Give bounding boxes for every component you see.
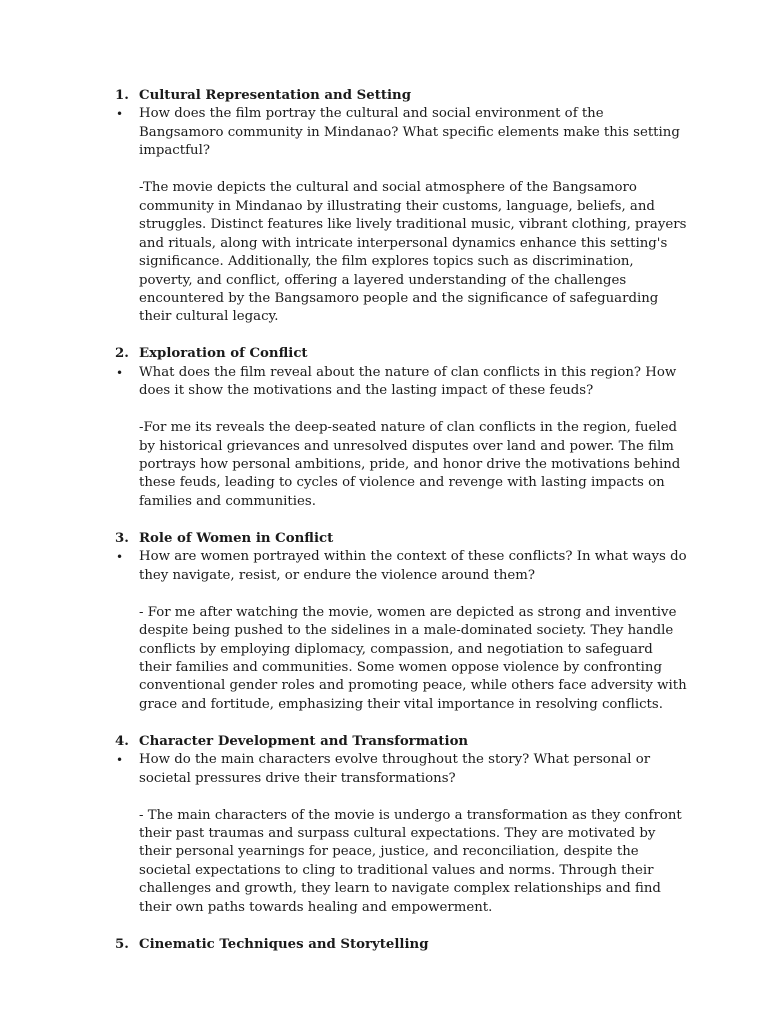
section-number: 5. [115,936,129,952]
section-title: Role of Women in Conflict [139,530,334,546]
bullet-icon: • [116,107,124,122]
section-heading [112,530,687,548]
section-heading [112,345,687,363]
section-4 [112,733,687,918]
question-text: What does the film reveal about the nature of clan conflicts in this region? How does it show the motivations and the lasting impact of these feuds? [139,364,677,399]
question-text: How are women portrayed within the context of these conflicts? In what ways do they navigate, resist, or endure the violence around them? [139,549,687,583]
question-text: How does the film portray the cultural and social environment of the Bangsamoro community in Mindanao? What specific elements make this setting impactful? [139,106,680,159]
section-heading [112,733,687,751]
question-item [112,548,687,585]
section-3 [112,530,687,715]
section-title: Cinematic Techniques and Storytelling [139,936,429,952]
section-title: Character Development and Transformation [139,733,469,749]
answer-paragraph: - The main characters of the movie is undergo a transformation as they confront their past traumas and surpass cultural expectations. They are motivated by their personal yearnings for peace, justice, and reconciliation, despite the societal expectations to cling to traditional values and norms. Through their challenges and growth, they learn to navigate complex relationships and find their own paths towards healing and empowerment. [139,807,682,915]
question-text: How do the main characters evolve throughout the story? What personal or societal pressures drive their transformations? [139,752,651,786]
section-heading [112,936,687,954]
section-1 [112,87,687,327]
section-title: Cultural Representation and Setting [139,88,411,103]
section-title: Exploration of Conflict [139,346,308,362]
section-number: 2. [115,346,129,362]
answer-paragraph: -The movie depicts the cultural and social atmosphere of the Bangsamoro community in Mindanao by illustrating their customs, language, beliefs, and struggles. Distinct features like lively traditional music, vibrant clothing, prayers and rituals, along with intricate interpersonal dynamics enhance this setting's significance. Additionally, the film explores topics such as discrimination, poverty, and conflict, offering a layered understanding of the challenges encountered by the Bangsamoro people and the significance of safeguarding their cultural legacy. [139,180,687,325]
section-2 [112,345,687,511]
section-number: 1. [115,88,129,103]
document-body [112,87,687,973]
section-5 [112,936,687,954]
section-heading [112,87,687,105]
bullet-icon: • [116,550,124,565]
question-item [112,105,687,160]
bullet-icon: • [116,753,124,768]
section-number: 4. [115,733,129,749]
section-number: 3. [115,530,129,546]
bullet-icon: • [116,365,124,380]
answer-paragraph: -For me its reveals the deep-seated nature of clan conflicts in the region, fueled by historical grievances and unresolved disputes over land and power. The film portrays how personal ambitions, pride, and honor drive the motivations behind these feuds, leading to cycles of violence and revenge with lasting impacts on families and communities. [139,420,681,509]
answer-paragraph: - For me after watching the movie, women are depicted as strong and inventive despite being pushed to the sidelines in a male-dominated society. They handle conflicts by employing diplomacy, compassion, and negotiation to safeguard their families and communities. Some women oppose violence by confronting conventional gender roles and promoting peace, while others face adversity with grace and fortitude, emphasizing their vital importance in resolving conflicts. [139,604,687,712]
question-item [112,751,687,788]
question-item [112,364,687,401]
